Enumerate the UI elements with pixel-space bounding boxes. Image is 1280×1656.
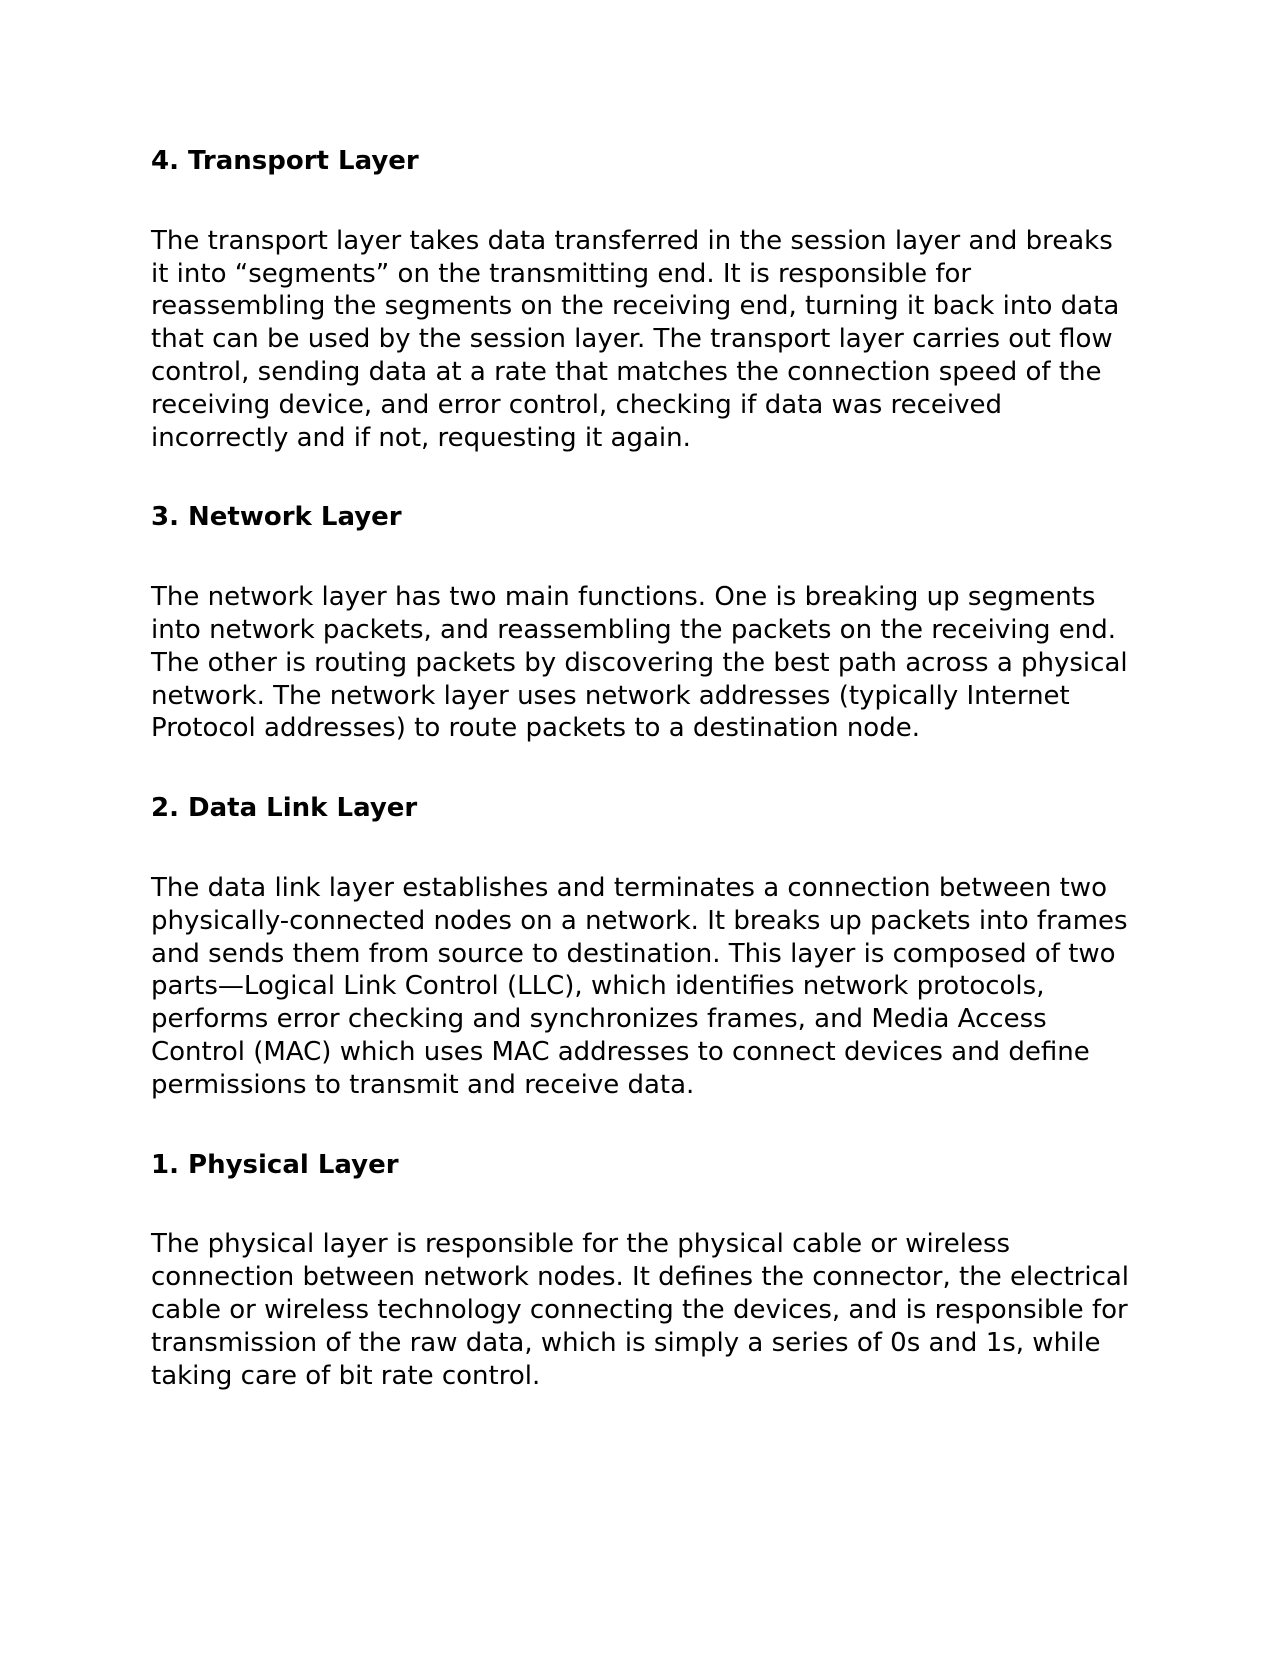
section-heading: 2. Data Link Layer (151, 793, 418, 824)
section-paragraph: The data link layer establishes and terminates a connection between two physically-connected nodes on a network. It breaks up packets into frames and sends them from source to destination. This layer is composed of two parts—Logical Link Control (LLC), which identifies network protocols, performs error checking and synchronizes frames, and Media Access Control (MAC) which uses MAC addresses to connect devices and define permissions to transmit and receive data. (151, 872, 1128, 1100)
section-heading: 3. Network Layer (151, 502, 402, 533)
section-paragraph: The transport layer takes data transferred in the session layer and breaks it into “segments” on the transmitting end. It is responsible for reassembling the segments on the receiving end, turning it back into data that can be used by the session layer. The transport layer carries out flow control, sending data at a rate that matches the connection speed of the receiving device, and error control, checking if data was received incorrectly and if not, requesting it again. (151, 225, 1120, 453)
section-transport-layer (151, 145, 1136, 454)
section-physical-layer (151, 1149, 1136, 1393)
document-content (151, 145, 1136, 1392)
section-paragraph: The physical layer is responsible for the physical cable or wireless connection between network nodes. It defines the connector, the electrical cable or wireless technology connecting the devices, and is responsible for transmission of the raw data, which is simply a series of 0s and 1s, while taking care of bit rate control. (151, 1229, 1130, 1391)
section-heading: 4. Transport Layer (151, 146, 419, 176)
section-data-link-layer (151, 792, 1136, 1101)
section-paragraph: The network layer has two main functions. One is breaking up segments into network packets, and reassembling the packets on the receiving end. The other is routing packets by discovering the best path across a physical network. The network layer uses network addresses (typically Internet Protocol addresses) to route packets to a destination node. (151, 582, 1128, 744)
section-network-layer (151, 501, 1136, 745)
section-heading: 1. Physical Layer (151, 1149, 399, 1180)
